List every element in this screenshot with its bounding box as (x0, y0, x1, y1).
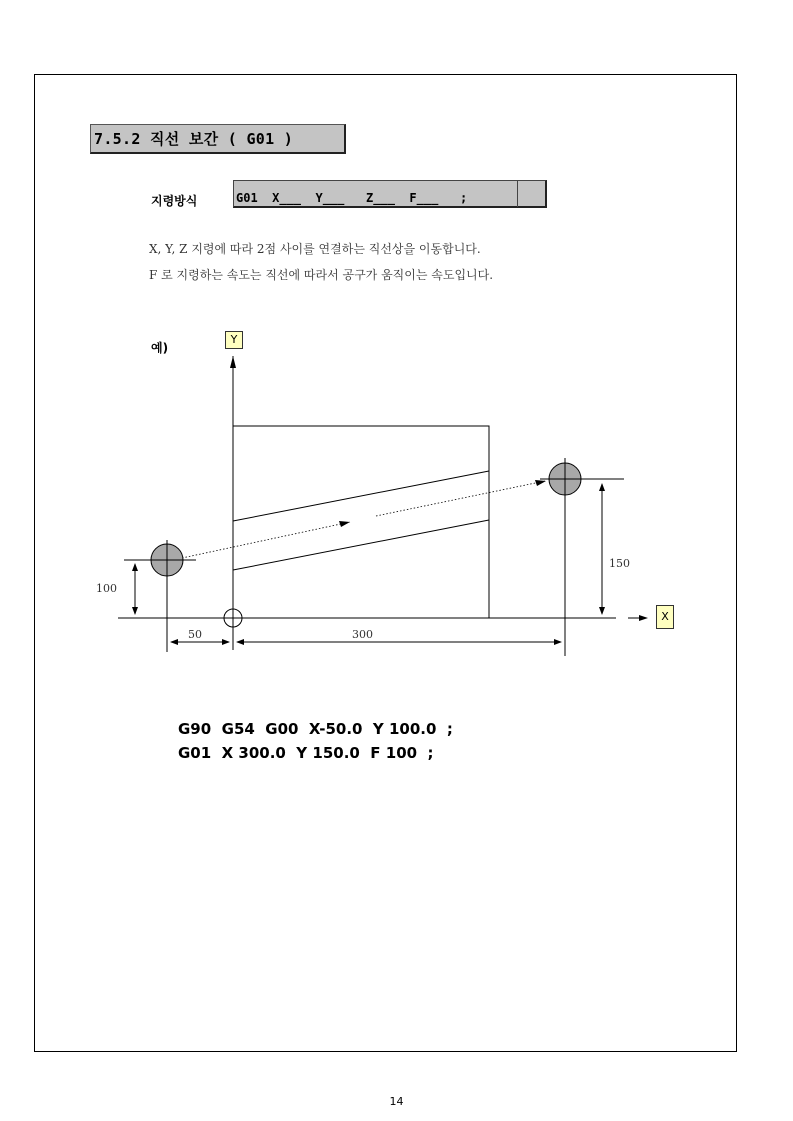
dim-text-end-x: 300 (352, 628, 373, 641)
x-axis-label-box: X (656, 605, 674, 629)
example-label: 예) (151, 341, 169, 355)
y-axis-arrow (230, 356, 236, 368)
path-band-lower (233, 520, 489, 570)
dim-text-start-y: 100 (96, 582, 117, 595)
tool-path-dotted-2 (376, 481, 545, 516)
x-axis-arrow (639, 615, 648, 621)
workpiece-outline (233, 426, 489, 618)
tool-path-arrow-2 (535, 480, 546, 486)
section-title: 7.5.2 직선 보간 ( G01 ) (90, 124, 346, 154)
dim-text-end-y: 150 (609, 557, 630, 570)
tool-path-arrow-1 (339, 521, 350, 527)
syntax-format: G01 X___ Y___ Z___ F___ ; (236, 191, 468, 205)
program-line-1: G90 G54 G00 X-50.0 Y 100.0 ; (178, 720, 453, 738)
page-number: 14 (389, 1095, 404, 1108)
tool-path-dotted-1 (182, 522, 350, 558)
program-line-2: G01 X 300.0 Y 150.0 F 100 ; (178, 744, 434, 762)
path-band-upper (233, 471, 489, 521)
dim-text-start-x: 50 (188, 628, 202, 641)
y-axis-label-box: Y (225, 331, 243, 349)
description-line-2: F 로 지령하는 속도는 직선에 따라서 공구가 움직이는 속도입니다. (149, 268, 494, 282)
syntax-label: 지령방식 (151, 194, 198, 208)
description-line-1: X, Y, Z 지령에 따라 2점 사이를 연결하는 직선상을 이동합니다. (149, 242, 481, 256)
